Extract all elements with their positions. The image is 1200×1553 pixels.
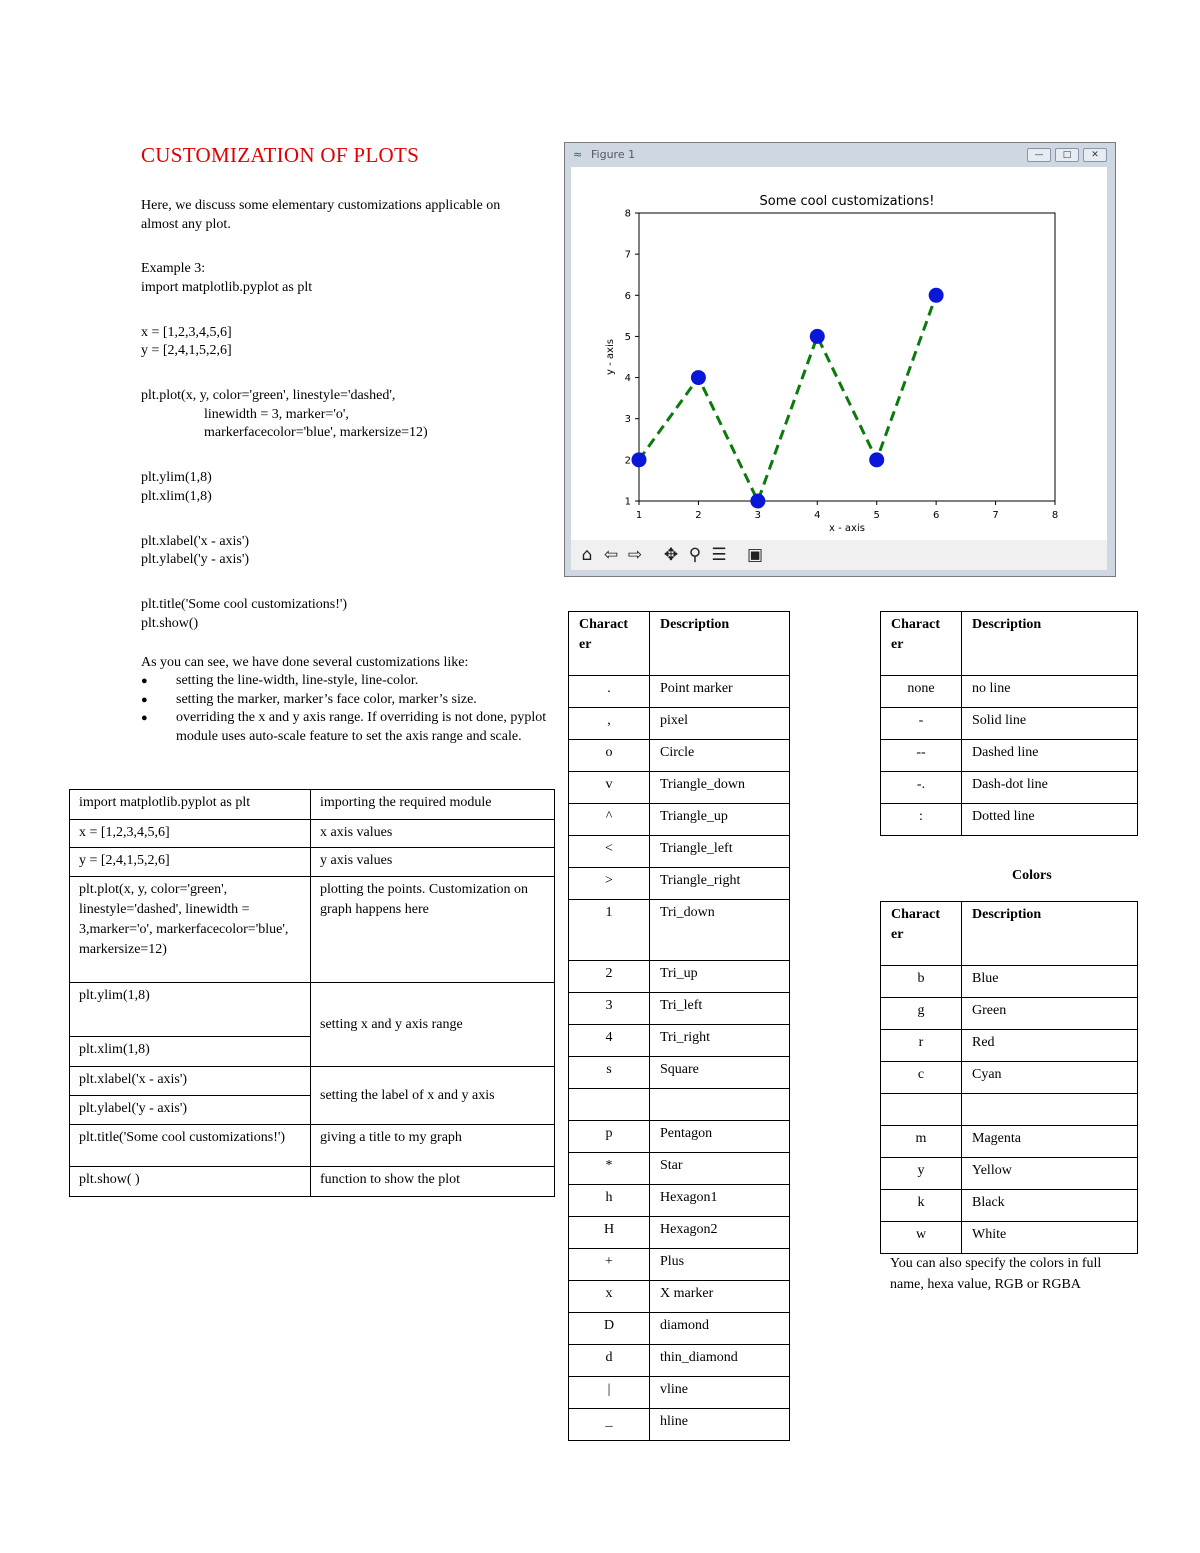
minimize-button[interactable]: —: [1027, 148, 1051, 162]
character-cell: 4: [569, 1025, 650, 1057]
code-line: [141, 570, 428, 589]
pan-icon[interactable]: ✥: [663, 545, 679, 565]
table-row: [881, 998, 1138, 1030]
code-line: plt.ylabel('y - axis'): [141, 552, 250, 567]
description-cell: [962, 1094, 1138, 1126]
home-icon[interactable]: ⌂: [581, 545, 593, 565]
table-row: [881, 772, 1138, 804]
code-cell: x = [1,2,3,4,5,6]: [70, 820, 311, 848]
code-line: [141, 443, 428, 462]
character-cell: _: [569, 1409, 650, 1441]
forward-icon[interactable]: ⇨: [627, 545, 643, 565]
table-row: [70, 790, 555, 820]
code-line: plt.plot(x, y, color='green', linestyle='dashed',: [141, 388, 396, 403]
y-axis-label: y - axis: [605, 339, 616, 375]
plot-frame: [639, 213, 1055, 501]
summary-intro: As you can see, we have done several customizations like:: [141, 655, 469, 670]
code-block: [141, 279, 428, 634]
x-tick-label: 3: [754, 510, 762, 521]
intro-text: Here, we discuss some elementary customizations applicable on almost any plot.: [141, 198, 501, 232]
code-cell: plt.title('Some cool customizations!'): [70, 1125, 311, 1167]
character-cell: w: [881, 1222, 962, 1254]
character-cell: r: [881, 1030, 962, 1062]
description-cell: Green: [962, 998, 1138, 1030]
description-cell: x axis values: [311, 820, 555, 848]
header-character: Charact er: [881, 902, 962, 966]
table-row: [70, 848, 555, 877]
character-cell: y: [881, 1158, 962, 1190]
code-line: markerfacecolor='blue', markersize=12): [141, 425, 428, 440]
y-tick-label: 4: [624, 373, 631, 385]
table-header-row: [881, 902, 1138, 966]
description-cell: setting the label of x and y axis: [311, 1067, 555, 1125]
code-line: plt.xlabel('x - axis'): [141, 533, 250, 549]
table-header-row: [881, 612, 1138, 676]
description-cell: y axis values: [311, 848, 555, 877]
description-cell: no line: [962, 676, 1138, 708]
character-cell: k: [881, 1190, 962, 1222]
x-tick-label: 2: [695, 510, 702, 521]
x-tick-label: 5: [873, 510, 880, 521]
description-cell: Star: [650, 1153, 790, 1185]
x-tick-label: 6: [932, 510, 940, 521]
character-cell: g: [881, 998, 962, 1030]
description-cell: Triangle_up: [650, 804, 790, 836]
table-row: [569, 868, 790, 900]
description-cell: Black: [962, 1190, 1138, 1222]
linestyles-table: [880, 611, 1138, 836]
table-row: [569, 1185, 790, 1217]
table-row: [881, 1062, 1138, 1094]
character-cell: H: [569, 1217, 650, 1249]
code-line: import matplotlib.pyplot as plt: [141, 279, 313, 295]
description-cell: Triangle_left: [650, 836, 790, 868]
close-button[interactable]: ✕: [1083, 148, 1107, 162]
header-description: Description: [962, 902, 1138, 966]
code-cell: y = [2,4,1,5,2,6]: [70, 848, 311, 877]
table-row: [569, 1217, 790, 1249]
table-row: [569, 1409, 790, 1441]
code-line: [141, 297, 428, 316]
table-row: [70, 1067, 555, 1096]
x-axis-label: x - axis: [829, 523, 865, 534]
series-line: [639, 295, 936, 501]
configure-icon[interactable]: ☰: [711, 545, 727, 565]
header-description: Description: [962, 612, 1138, 676]
character-cell: 1: [569, 900, 650, 961]
table-row: [569, 900, 790, 961]
x-tick-label: 8: [1051, 510, 1059, 521]
x-tick-label: 1: [635, 510, 643, 521]
table-row: [70, 983, 555, 1037]
y-tick-label: 5: [624, 331, 631, 343]
table-row: [881, 1030, 1138, 1062]
description-cell: Hexagon1: [650, 1185, 790, 1217]
table-row: [881, 1222, 1138, 1254]
table-row: [569, 1377, 790, 1409]
table-row: [70, 1167, 555, 1197]
character-cell: x: [569, 1281, 650, 1313]
data-point: [691, 371, 705, 385]
description-cell: Yellow: [962, 1158, 1138, 1190]
code-cell: import matplotlib.pyplot as plt: [70, 790, 311, 820]
code-cell: plt.xlabel('x - axis'): [70, 1067, 311, 1096]
table-row: [569, 1121, 790, 1153]
code-cell: plt.ylim(1,8): [70, 983, 311, 1037]
description-cell: White: [962, 1222, 1138, 1254]
character-cell: --: [881, 740, 962, 772]
customization-list: [141, 672, 556, 746]
code-line: x = [1,2,3,4,5,6]: [141, 324, 232, 340]
code-line: plt.title('Some cool customizations!'): [141, 597, 348, 612]
table-row: [569, 1153, 790, 1185]
character-cell: 3: [569, 993, 650, 1025]
character-cell: -.: [881, 772, 962, 804]
description-cell: hline: [650, 1409, 790, 1441]
data-point: [929, 288, 943, 302]
code-cell: plt.xlim(1,8): [70, 1037, 311, 1067]
description-cell: Circle: [650, 740, 790, 772]
description-cell: Triangle_right: [650, 868, 790, 900]
table-row: [569, 1089, 790, 1121]
figure-window-title: Figure 1: [591, 148, 636, 161]
table-row: [569, 740, 790, 772]
description-cell: function to show the plot: [311, 1167, 555, 1197]
code-cell: plt.plot(x, y, color='green', linestyle='dashed', linewidth = 3,marker='o', markerfacecolor='blue', markersize=12): [70, 877, 311, 983]
character-cell: >: [569, 868, 650, 900]
data-point: [810, 329, 824, 343]
table-row: [881, 676, 1138, 708]
description-cell: Tri_right: [650, 1025, 790, 1057]
character-cell: h: [569, 1185, 650, 1217]
figure-window: [564, 142, 1116, 577]
table-row: [569, 804, 790, 836]
character-cell: <: [569, 836, 650, 868]
table-row: [70, 877, 555, 983]
colors-title: Colors: [1012, 868, 1052, 883]
character-cell: d: [569, 1345, 650, 1377]
maximize-button[interactable]: □: [1055, 148, 1079, 162]
character-cell: none: [881, 676, 962, 708]
figure-titlebar: [565, 143, 1115, 167]
character-cell: v: [569, 772, 650, 804]
description-cell: diamond: [650, 1313, 790, 1345]
zoom-icon[interactable]: ⚲: [688, 545, 702, 565]
character-cell: ,: [569, 708, 650, 740]
save-icon[interactable]: ▣: [746, 545, 764, 565]
description-cell: Triangle_down: [650, 772, 790, 804]
description-cell: thin_diamond: [650, 1345, 790, 1377]
code-line: plt.ylim(1,8): [141, 470, 212, 485]
description-cell: setting x and y axis range: [311, 983, 555, 1067]
description-cell: Red: [962, 1030, 1138, 1062]
y-tick-label: 7: [624, 249, 631, 261]
bullet-item: ● setting the line-width, line-style, line-color.: [141, 672, 556, 691]
description-cell: giving a title to my graph: [311, 1125, 555, 1167]
character-cell: :: [881, 804, 962, 836]
character-cell: p: [569, 1121, 650, 1153]
character-cell: m: [881, 1126, 962, 1158]
code-line: plt.show(): [141, 615, 199, 631]
data-point: [632, 453, 646, 467]
table-row: [881, 1190, 1138, 1222]
table-row: [881, 1094, 1138, 1126]
description-cell: Tri_left: [650, 993, 790, 1025]
character-cell: s: [569, 1057, 650, 1089]
header-character: Charact er: [569, 612, 650, 676]
description-cell: Dotted line: [962, 804, 1138, 836]
character-cell: 2: [569, 961, 650, 993]
character-cell: c: [881, 1062, 962, 1094]
character-cell: D: [569, 1313, 650, 1345]
x-tick-label: 4: [814, 510, 821, 521]
description-cell: Tri_up: [650, 961, 790, 993]
table-row: [881, 1126, 1138, 1158]
description-cell: vline: [650, 1377, 790, 1409]
description-cell: Dashed line: [962, 740, 1138, 772]
character-cell: +: [569, 1249, 650, 1281]
table-row: [569, 676, 790, 708]
markers-table: [568, 611, 790, 1441]
y-tick-label: 2: [624, 455, 631, 467]
table-row: [569, 961, 790, 993]
code-line: [141, 506, 428, 525]
data-point: [751, 494, 765, 508]
y-tick-label: 8: [624, 208, 631, 220]
bullet-item: ● overriding the x and y axis range. If overriding is not done, pyplot module uses auto-scale feature to set the axis range and scale.: [141, 709, 556, 746]
table-row: [881, 966, 1138, 998]
code-cell: plt.show( ): [70, 1167, 311, 1197]
table-row: [70, 820, 555, 848]
description-cell: [650, 1089, 790, 1121]
table-row: [569, 1057, 790, 1089]
code-line: [141, 361, 428, 380]
table-row: [569, 1249, 790, 1281]
description-cell: plotting the points. Customization on graph happens here: [311, 877, 555, 983]
colors-table: [880, 901, 1138, 1254]
description-cell: Blue: [962, 966, 1138, 998]
table-row: [569, 993, 790, 1025]
character-cell: [569, 1089, 650, 1121]
description-cell: Dash-dot line: [962, 772, 1138, 804]
y-tick-label: 1: [624, 496, 631, 508]
code-cell: plt.ylabel('y - axis'): [70, 1096, 311, 1125]
table-row: [881, 1158, 1138, 1190]
table-row: [569, 1025, 790, 1057]
code-line: plt.xlim(1,8): [141, 488, 212, 504]
table-row: [881, 740, 1138, 772]
description-cell: Tri_down: [650, 900, 790, 961]
code-line: linewidth = 3, marker='o',: [141, 406, 349, 422]
back-icon[interactable]: ⇦: [603, 545, 619, 565]
figure-toolbar: [571, 540, 1107, 570]
figure-app-icon: ≈: [573, 148, 583, 161]
table-row: [569, 708, 790, 740]
character-cell: [881, 1094, 962, 1126]
description-cell: Plus: [650, 1249, 790, 1281]
table-row: [70, 1125, 555, 1167]
chart-title: Some cool customizations!: [759, 194, 935, 209]
table-row: [569, 1281, 790, 1313]
code-explanation-table: [69, 789, 555, 1197]
table-row: [569, 836, 790, 868]
page-title: CUSTOMIZATION OF PLOTS: [141, 143, 420, 167]
character-cell: b: [881, 966, 962, 998]
description-cell: importing the required module: [311, 790, 555, 820]
description-cell: Hexagon2: [650, 1217, 790, 1249]
character-cell: ^: [569, 804, 650, 836]
description-cell: Point marker: [650, 676, 790, 708]
x-tick-label: 7: [992, 510, 999, 521]
character-cell: o: [569, 740, 650, 772]
character-cell: .: [569, 676, 650, 708]
y-tick-label: 3: [624, 414, 631, 426]
table-row: [881, 804, 1138, 836]
data-point: [870, 453, 884, 467]
character-cell: *: [569, 1153, 650, 1185]
table-row: [569, 1313, 790, 1345]
y-tick-label: 6: [624, 290, 631, 302]
description-cell: pixel: [650, 708, 790, 740]
line-chart: [571, 167, 1107, 540]
table-row: [569, 1345, 790, 1377]
bullet-item: ● setting the marker, marker’s face color, marker’s size.: [141, 691, 556, 710]
description-cell: Pentagon: [650, 1121, 790, 1153]
character-cell: |: [569, 1377, 650, 1409]
table-row: [881, 708, 1138, 740]
table-row: [569, 772, 790, 804]
header-description: Description: [650, 612, 790, 676]
description-cell: Square: [650, 1057, 790, 1089]
header-character: Charact er: [881, 612, 962, 676]
description-cell: Cyan: [962, 1062, 1138, 1094]
code-line: y = [2,4,1,5,2,6]: [141, 343, 232, 358]
description-cell: X marker: [650, 1281, 790, 1313]
description-cell: Solid line: [962, 708, 1138, 740]
description-cell: Magenta: [962, 1126, 1138, 1158]
example-label: Example 3:: [141, 261, 206, 276]
character-cell: -: [881, 708, 962, 740]
table-header-row: [569, 612, 790, 676]
figure-canvas: [571, 167, 1107, 570]
colors-note: You can also specify the colors in full name, hexa value, RGB or RGBA: [890, 1256, 1102, 1292]
